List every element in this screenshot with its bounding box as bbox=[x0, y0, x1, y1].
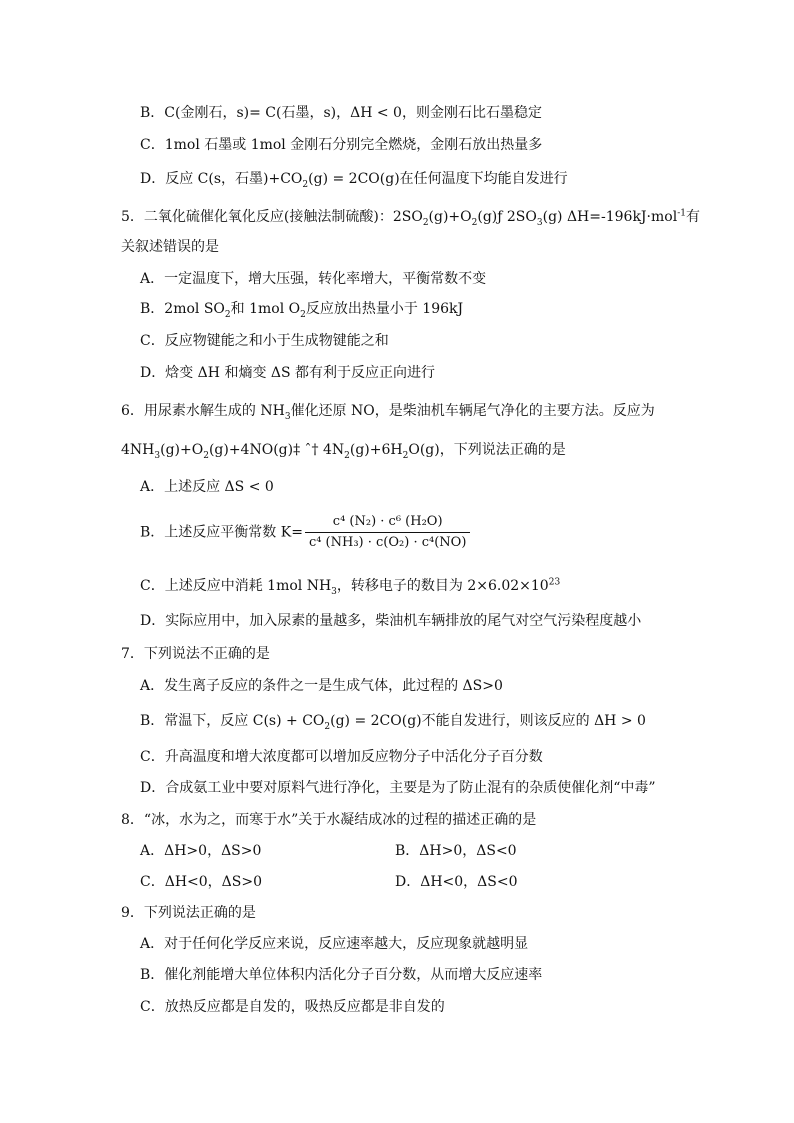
q5-option-d: D．焓变 ΔH 和熵变 ΔS 都有利于反应正向进行 bbox=[140, 365, 436, 381]
q6-option-a: A．上述反应 ΔS < 0 bbox=[140, 479, 274, 495]
q7-option-c: C．升高温度和增大浓度都可以增加反应物分子中活化分子百分数 bbox=[140, 749, 543, 765]
q9-option-b: B．催化剂能增大单位体积内活化分子百分数，从而增大反应速率 bbox=[140, 967, 543, 983]
q6-option-c: C．上述反应中消耗 1mol $NH_3$，转移电子的数目为 $2\times 6.02\times 10^{23}$ bbox=[140, 577, 561, 597]
q4-option-d: D．反应 C(s，石墨)$+CO_2(g) = 2CO(g)$在任何温度下均能自发进行 bbox=[140, 171, 568, 190]
q5-option-a: A．一定温度下，增大压强，转化率增大，平衡常数不变 bbox=[140, 271, 487, 287]
q7-stem: 7．下列说法不正确的是 bbox=[121, 646, 270, 662]
q7-option-d: D．合成氨工业中要对原料气进行净化，主要是为了防止混有的杂质使催化剂“中毒” bbox=[140, 780, 656, 796]
fraction-denominator: c⁴ (NH₃) · c(O₂) · c⁴(NO) bbox=[308, 535, 467, 550]
q8-option-d: D．ΔH<0，ΔS<0 bbox=[395, 874, 518, 890]
fraction-bar bbox=[305, 532, 470, 533]
q4-option-c: C．1mol 石墨或 1mol 金刚石分别完全燃烧，金刚石放出热量多 bbox=[140, 137, 543, 153]
q8-stem: 8．“冰，水为之，而寒于水”关于水凝结成冰的过程的描述正确的是 bbox=[121, 812, 537, 828]
q9-option-a: A．对于任何化学反应来说，反应速率越大，反应现象就越明显 bbox=[140, 936, 529, 952]
q6-option-b: B．上述反应平衡常数 K= $\frac{\text{c⁴ (N₂) · c⁶ (H₂O)}}{\text{c⁴ (NH₃) · c(O₂) · c⁴(NO)}}$ bbox=[140, 513, 470, 552]
q5-option-b: B．2mol $SO_2$和 1mol $O_2$反应放出热量小于 196kJ bbox=[140, 301, 464, 320]
q8-option-c: C．ΔH<0，ΔS>0 bbox=[140, 874, 263, 890]
q9-stem: 9．下列说法正确的是 bbox=[121, 905, 256, 921]
q4-option-b: B．C(金刚石，s)= C(石墨，s)，ΔH < 0，则金刚石比石墨稳定 bbox=[140, 105, 542, 121]
q5-option-c: C．反应物键能之和小于生成物键能之和 bbox=[140, 333, 389, 349]
q7-option-a: A．发生离子反应的条件之一是生成气体，此过程的 ΔS>0 bbox=[140, 678, 503, 694]
q8-option-b: B．ΔH>0，ΔS<0 bbox=[395, 843, 517, 859]
fraction-numerator: c⁴ (N₂) · c⁶ (H₂O) bbox=[332, 514, 443, 529]
q6-option-d: D．实际应用中，加入尿素的量越多，柴油机车辆排放的尾气对空气污染程度越小 bbox=[140, 613, 642, 629]
q6-stem: 6．用尿素水解生成的 $NH_3$催化还原 NO，是柴油机车辆尾气净化的主要方法。反应为 bbox=[121, 403, 655, 422]
equilibrium-constant-fraction bbox=[305, 513, 470, 552]
q9-option-c: C．放热反应都是自发的，吸热反应都是非自发的 bbox=[140, 999, 445, 1015]
q5-stem-cont: 关叙述错误的是 bbox=[121, 239, 219, 255]
q5-stem: 5．二氧化硫催化氧化反应(接触法制硫酸)：$2SO_2(g)+O_2(g)ƒ$ $2SO_3(g)$ ΔH=-196kJ·mol$^{-1}$有 bbox=[121, 208, 700, 228]
q8-option-a: A．ΔH>0，ΔS>0 bbox=[140, 843, 262, 859]
q7-option-b: B．常温下，反应 $C(s) + CO_2(g) = 2CO(g)$不能自发进行，则该反应的 ΔH > 0 bbox=[140, 713, 646, 732]
q6-equation: $4NH_3(g)+O_2(g)+4NO(g)\ddagger$ ˆ† $4N_2(g)+6H_2O(g)$，下列说法正确的是 bbox=[121, 442, 566, 461]
